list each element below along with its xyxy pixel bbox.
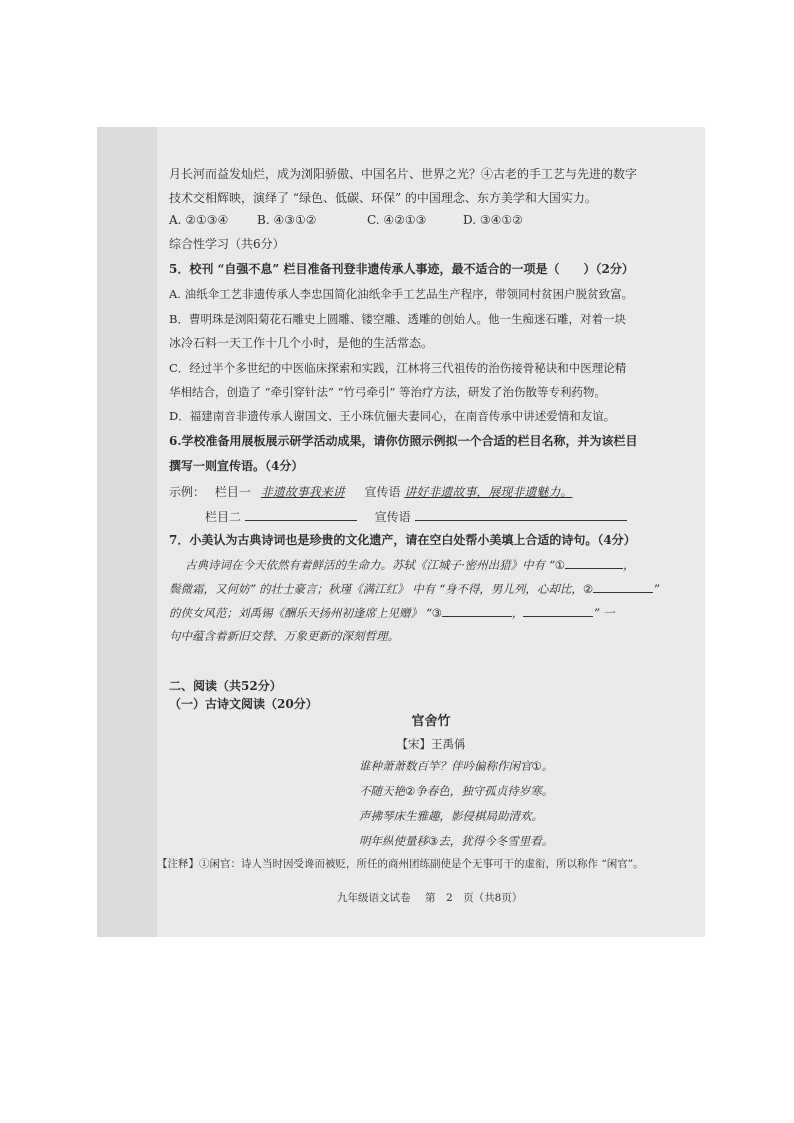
q6-example-row [169, 483, 572, 501]
q4-option-c: C. ④②①③ [367, 213, 427, 227]
poem-line-2: 不随天艳②争春色，独守孤贞待岁寒。 [359, 784, 554, 798]
q7-para-line-3 [169, 603, 615, 622]
q6-column2-row [205, 507, 627, 526]
q4-option-d: D. ③④①② [463, 213, 523, 227]
q7-blank-2[interactable] [593, 579, 653, 593]
section-comprehensive-heading: 综合性学习（共6分） [169, 237, 285, 251]
exam-page [157, 127, 705, 937]
poem-annotation: 【注释】①闲官：诗人当时因受谗而被贬，所任的商州团练副使是个无事可干的虚衔，所以称作 “闲官”。 [157, 858, 644, 870]
q7-blank-1[interactable] [565, 555, 623, 569]
q7-text-1a: 古典诗词在今天依然有着鲜活的生命力。苏轼《江城子·密州出猎》中有 “① [185, 558, 566, 572]
q6-column1-label: 栏目一 [214, 485, 251, 499]
q6-stem-line-1: 6.学校准备用展板展示研学活动成果，请你仿照示例拟一个合适的栏目名称，并为该栏目 [169, 434, 638, 448]
q4-option-a: A. ②①③④ [169, 213, 229, 227]
q5-option-b-line-1: B．曹明珠是浏阳菊花石雕史上圆雕、镂空雕、透雕的创始人。他一生痴迷石雕，对着一块 [169, 312, 626, 326]
q5-option-d: D．福建南音非遗传承人谢国文、王小珠伉俪夫妻同心，在南音传承中讲述爱情和友谊。 [169, 409, 616, 423]
q7-blank-3a[interactable] [442, 603, 512, 617]
q7-para-line-2 [169, 579, 659, 598]
q4-text-line-2: 技术交相辉映，演绎了 “绿色、低碳、环保” 的中国理念、东方美学和大国实力。 [169, 191, 597, 205]
section-reading-heading: 二、阅读（共52分） [169, 679, 282, 693]
q4-text-line-1: 月长河而益发灿烂，成为浏阳骄傲、中国名片、世界之光？④古老的手工艺与先进的数字 [169, 167, 638, 181]
q7-para-line-4: 句中蕴含着新旧交替、万象更新的深刻哲理。 [169, 629, 399, 643]
subsection-poetry-heading: （一）古诗文阅读（20分） [169, 697, 318, 711]
q6-column2-label: 栏目二 [205, 510, 242, 524]
q5-option-c-line-2: 华相结合，创造了 “牵引穿针法” “竹弓牵引” 等治疗方法，研发了治伤散等专利药物。 [169, 385, 606, 399]
poem-line-4: 明年纵使量移③去，犹得今冬雪里看。 [359, 834, 554, 848]
q6-slogan1-answer: 讲好非遗故事，展现非遗魅力。 [404, 485, 573, 499]
q7-text-2b: ” [653, 582, 660, 596]
q7-text-2a: 鬓微霜，又何妨” 的壮士豪言；秋瑾《满江红》 中有 “身不得，男儿列，心却比，② [169, 582, 594, 596]
q5-option-a: A. 油纸伞工艺非遗传承人李忠国简化油纸伞手工艺品生产程序，带领同村贫困户脱贫致富。 [169, 287, 634, 301]
q6-slogan2-label: 宣传语 [374, 510, 411, 524]
q6-slogan2-blank[interactable] [415, 507, 627, 521]
q7-text-3c: ” 一 [593, 606, 615, 620]
q5-option-b-line-2: 冰冷石料一天工作十几个小时，是他的生活常态。 [169, 336, 434, 350]
q5-stem: 5．校刊 “自强不息” 栏目准备刊登非遗传承人事迹，最不适合的一项是（ ）（2分） [169, 262, 634, 276]
q7-blank-3b[interactable] [523, 603, 593, 617]
poem-line-1: 谁种萧萧数百竿？伴吟偏称作闲官①。 [359, 759, 554, 773]
q5-option-c-line-1: C．经过半个多世纪的中医临床探索和实践，江林将三代祖传的治伤接骨秘诀和中医理论精 [169, 361, 627, 375]
poem-line-3: 声拂琴床生雅趣，影侵棋局助清欢。 [359, 809, 543, 823]
q6-example-label: 示例： [169, 485, 206, 499]
q4-option-b: B. ④③①② [257, 213, 317, 227]
q7-text-3b: ， [511, 606, 524, 620]
q6-column1-answer: 非遗故事我来讲 [260, 485, 345, 499]
photo-background [97, 127, 705, 937]
footer-page-number: 第 2 页（共8页） [425, 892, 523, 904]
q6-stem-line-2: 撰写一则宣传语。（4分） [169, 459, 304, 473]
poem-title: 官舍竹 [411, 714, 451, 729]
q6-slogan1-label: 宣传语 [364, 485, 401, 499]
q7-para-line-1 [185, 555, 635, 574]
footer-exam-name: 九年级语文试卷 [337, 892, 411, 904]
q6-column2-blank[interactable] [245, 507, 357, 521]
q7-stem: 7．小美认为古典诗词也是珍贵的文化遗产，请在空白处帮小美填上合适的诗句。（4分） [169, 533, 636, 547]
q7-text-1b: ， [623, 558, 635, 572]
poem-author: 【宋】王禹偁 [396, 737, 466, 751]
q7-text-3a: 的侠女风范；刘禹锡《酬乐天扬州初逢席上见赠》 “③ [169, 606, 442, 620]
